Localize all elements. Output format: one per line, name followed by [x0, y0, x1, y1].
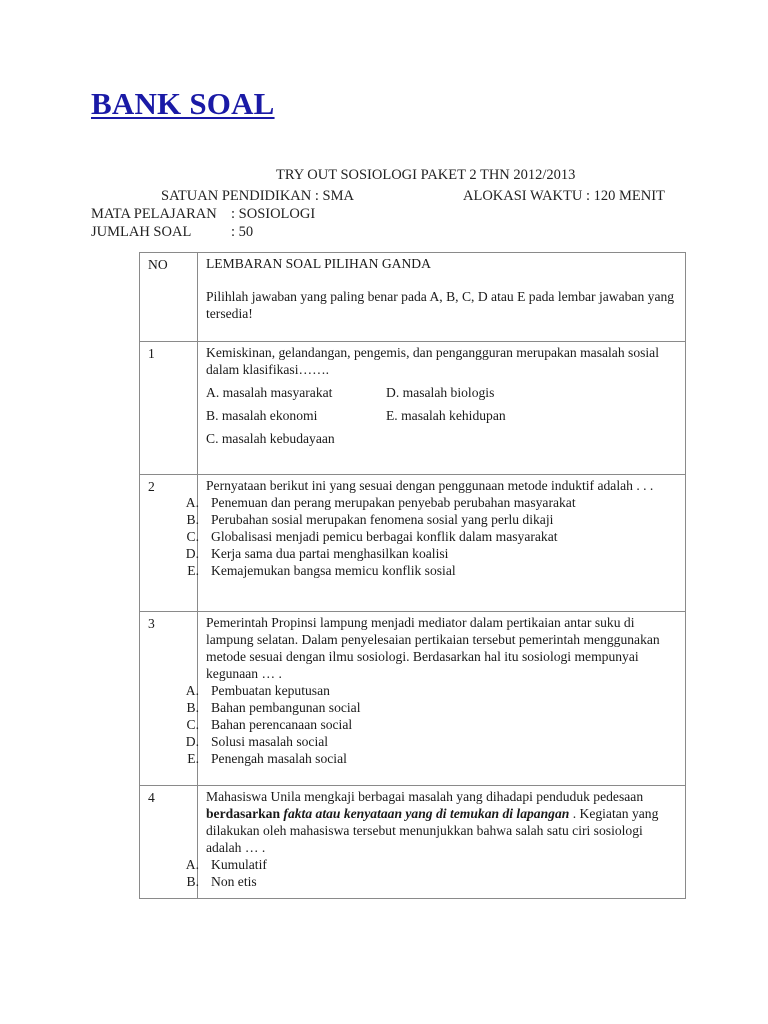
- option-e: E. masalah kehidupan: [386, 408, 506, 423]
- question-text: Kemiskinan, gelandangan, pengemis, dan pengangguran merupakan masalah sosial dalam klasifikasi…….: [206, 345, 659, 377]
- option-letter: B.: [186, 874, 199, 889]
- table-row: [140, 612, 686, 786]
- option-letter: C.: [186, 717, 199, 732]
- option-row: [206, 384, 679, 401]
- question-number: 4: [148, 790, 155, 805]
- option-text: Bahan perencanaan social: [211, 717, 353, 732]
- option-d: [185, 545, 679, 562]
- option-c: C. masalah kebudayaan: [206, 431, 335, 446]
- question-number-cell: [140, 342, 198, 475]
- option-c: [186, 528, 679, 545]
- instruction-text: Pilihlah jawaban yang paling benar pada A, B, C, D atau E pada lembar jawaban yang tersedia!: [206, 289, 675, 321]
- question-text: Pemerintah Propinsi lampung menjadi mediator dalam pertikaian antar suku di lampung selatan. Dalam penyelesaian pertikaian tersebut pemerintah menggunakan metode sesuai dengan ilmu sosiologi. Berdasarkan hal itu sosiologi mempunyai kegunaan … .: [206, 615, 660, 681]
- option-a: [185, 682, 679, 699]
- option-letter: B.: [186, 512, 199, 527]
- option-row: [206, 407, 679, 424]
- option-e: [187, 562, 679, 579]
- option-c: [186, 716, 679, 733]
- option-letter: A.: [185, 857, 199, 872]
- header-title-cell: [198, 253, 686, 342]
- question-text-bold-italic: fakta atau kenyataan yang di temukan di lapangan: [280, 806, 570, 821]
- option-text: Non etis: [211, 874, 257, 889]
- alokasi-waktu: ALOKASI WAKTU : 120 MENIT: [463, 188, 665, 204]
- option-e: [187, 750, 679, 767]
- option-b: [186, 873, 679, 890]
- mata-pelajaran-label: MATA PELAJARAN: [91, 206, 217, 222]
- option-text: Globalisasi menjadi pemicu berbagai konflik dalam masyarakat: [211, 529, 558, 544]
- option-b: [186, 511, 679, 528]
- header-title: LEMBARAN SOAL PILIHAN GANDA: [206, 256, 431, 271]
- option-list: [185, 682, 679, 767]
- jumlah-soal: [91, 224, 253, 241]
- option-text: Penengah masalah social: [211, 751, 347, 766]
- question-number: 2: [148, 479, 155, 494]
- header-no: NO: [148, 257, 168, 272]
- option-b: [186, 699, 679, 716]
- exam-title: TRY OUT SOSIOLOGI PAKET 2 THN 2012/2013: [276, 167, 576, 183]
- option-text: Pembuatan keputusan: [211, 683, 330, 698]
- question-number: 1: [148, 346, 155, 361]
- option-text: Kumulatif: [211, 857, 267, 872]
- mata-pelajaran-value: : SOSIOLOGI: [231, 206, 316, 222]
- option-text: Kemajemukan bangsa memicu konflik sosial: [211, 563, 456, 578]
- question-table: [139, 252, 686, 899]
- option-letter: A.: [185, 683, 199, 698]
- option-letter: D.: [185, 546, 199, 561]
- option-list: [185, 494, 679, 579]
- option-letter: E.: [187, 563, 199, 578]
- option-list: [185, 856, 679, 890]
- option-text: Penemuan dan perang merupakan penyebab perubahan masyarakat: [211, 495, 576, 510]
- question-text: Pernyataan berikut ini yang sesuai dengan penggunaan metode induktif adalah . . .: [206, 478, 654, 493]
- option-text: Kerja sama dua partai menghasilkan koalisi: [211, 546, 449, 561]
- mata-pelajaran: [91, 206, 315, 223]
- option-text: Bahan pembangunan social: [211, 700, 361, 715]
- table-row: [140, 342, 686, 475]
- option-d: [185, 733, 679, 750]
- page-title: BANK SOAL: [91, 86, 275, 121]
- question-text-bold: berdasarkan: [206, 806, 281, 821]
- option-text: Solusi masalah social: [211, 734, 329, 749]
- option-a: [185, 856, 679, 873]
- satuan-pendidikan: SATUAN PENDIDIKAN : SMA: [161, 188, 354, 204]
- option-letter: D.: [185, 734, 199, 749]
- question-cell: [198, 342, 686, 475]
- question-text-part: . Kegiatan yang dilakukan oleh mahasiswa tersebut menunjukkan bahwa salah satu ciri sosiologi adalah … .: [206, 806, 659, 855]
- option-a: A. masalah masyarakat: [206, 385, 333, 400]
- question-cell: [185, 786, 686, 899]
- jumlah-soal-value: : 50: [231, 224, 254, 240]
- question-cell: [185, 475, 686, 612]
- option-letter: E.: [187, 751, 199, 766]
- option-letter: C.: [186, 529, 199, 544]
- option-letter: A.: [185, 495, 199, 510]
- option-b: B. masalah ekonomi: [206, 408, 318, 423]
- option-d: D. masalah biologis: [386, 385, 495, 400]
- table-header-row: [140, 253, 686, 342]
- option-text: Perubahan sosial merupakan fenomena sosial yang perlu dikaji: [211, 512, 554, 527]
- table-row: [140, 475, 686, 612]
- question-text-part: Mahasiswa Unila mengkaji berbagai masalah yang dihadapi penduduk pedesaan: [206, 789, 644, 804]
- question-text: [206, 788, 679, 856]
- question-number: 3: [148, 616, 155, 631]
- option-letter: B.: [186, 700, 199, 715]
- option-a: [185, 494, 679, 511]
- question-cell: [185, 612, 686, 786]
- jumlah-soal-label: JUMLAH SOAL: [91, 224, 192, 240]
- table-row: [140, 786, 686, 899]
- header-no-cell: [140, 253, 198, 342]
